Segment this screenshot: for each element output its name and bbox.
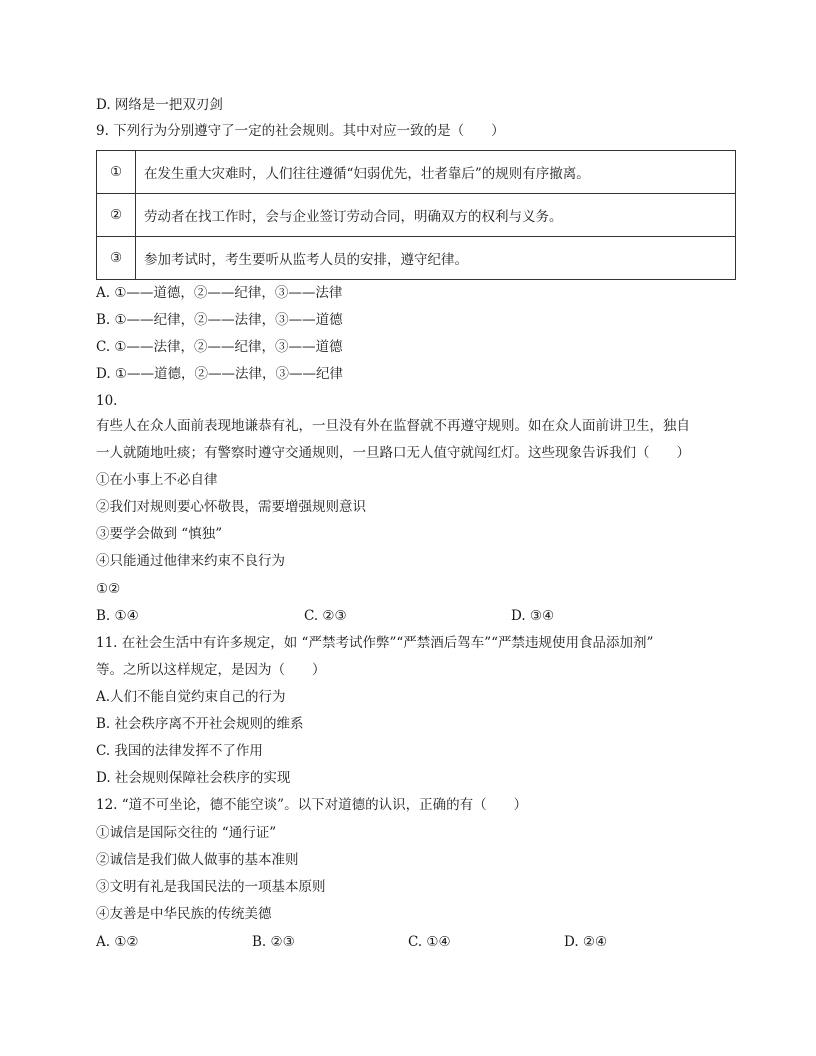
q12-stem: 12. “道不可坐论，德不能空谈”。以下对道德的认识，正确的有（ ） (96, 797, 528, 813)
q11-stem-line1: 11. 在社会生活中有许多规定，如 “严禁考试作弊”“严禁酒后驾车”“严禁违规使用食品添加剂” (96, 635, 654, 651)
q9-rules-table (96, 150, 736, 280)
table-row (97, 194, 736, 237)
table-row (97, 237, 736, 280)
q12-item-3: ③文明有礼是我国民法的一项基本原则 (96, 879, 326, 895)
q10-option-b: B. ①④ (96, 608, 139, 624)
q10-item-2: ②我们对规则要心怀敬畏，需要增强规则意识 (96, 499, 366, 515)
q10-stem-line1: 有些人在众人面前表现地谦恭有礼，一旦没有外在监督就不再遵守规则。如在众人面前讲卫生，独自 (96, 418, 690, 434)
q11-option-a: A.人们不能自觉约束自己的行为 (96, 689, 286, 705)
q12-item-4: ④友善是中华民族的传统美德 (96, 906, 272, 922)
row-number: ① (97, 151, 136, 194)
q12-item-2: ②诚信是我们做人做事的基本准则 (96, 852, 299, 868)
q10-option-d: D. ③④ (511, 608, 555, 624)
q10-stem-line2: 一人就随地吐痰；有警察时遵守交通规则，一旦路口无人值守就闯红灯。这些现象告诉我们（ ） (96, 445, 690, 461)
q12-option-a: A. ①② (96, 934, 139, 950)
q11-option-d: D. 社会规则保障社会秩序的实现 (96, 770, 291, 786)
q10-option-c: C. ②③ (304, 608, 347, 624)
q10-number: 10. (96, 393, 118, 409)
q10-item-4: ④只能通过他律来约束不良行为 (96, 553, 285, 569)
q10-item-1: ①在小事上不必自律 (96, 472, 218, 488)
row-text: 在发生重大灾难时，人们往往遵循“妇弱优先，壮者靠后”的规则有序撤离。 (136, 151, 736, 194)
row-number: ③ (97, 237, 136, 280)
q9-option-b: B. ①——纪律，②——法律，③——道德 (96, 312, 343, 328)
row-text: 参加考试时，考生要听从监考人员的安排，遵守纪律。 (136, 237, 736, 280)
q12-option-d: D. ②④ (564, 934, 608, 950)
row-text: 劳动者在找工作时，会与企业签订劳动合同，明确双方的权利与义务。 (136, 194, 736, 237)
q11-option-c: C. 我国的法律发挥不了作用 (96, 743, 263, 759)
table-row (97, 151, 736, 194)
q8-option-d: D. 网络是一把双刃剑 (96, 97, 223, 113)
q9-stem: 9. 下列行为分别遵守了一定的社会规则。其中对应一致的是（ ） (96, 123, 505, 139)
q10-item-3: ③要学会做到 “慎独” (96, 526, 223, 542)
q10-option-a: ①② (96, 581, 121, 597)
q9-option-a: A. ①——道德，②——纪律，③——法律 (96, 285, 343, 301)
q11-stem-line2: 等。之所以这样规定，是因为（ ） (96, 662, 326, 678)
q12-option-b: B. ②③ (252, 934, 295, 950)
q9-option-d: D. ①——道德，②——法律，③——纪律 (96, 366, 344, 382)
row-number: ② (97, 194, 136, 237)
q12-item-1: ①诚信是国际交往的 “通行证” (96, 825, 277, 841)
q12-option-c: C. ①④ (408, 934, 451, 950)
q9-option-c: C. ①——法律，②——纪律，③——道德 (96, 339, 343, 355)
q11-option-b: B. 社会秩序离不开社会规则的维系 (96, 716, 304, 732)
